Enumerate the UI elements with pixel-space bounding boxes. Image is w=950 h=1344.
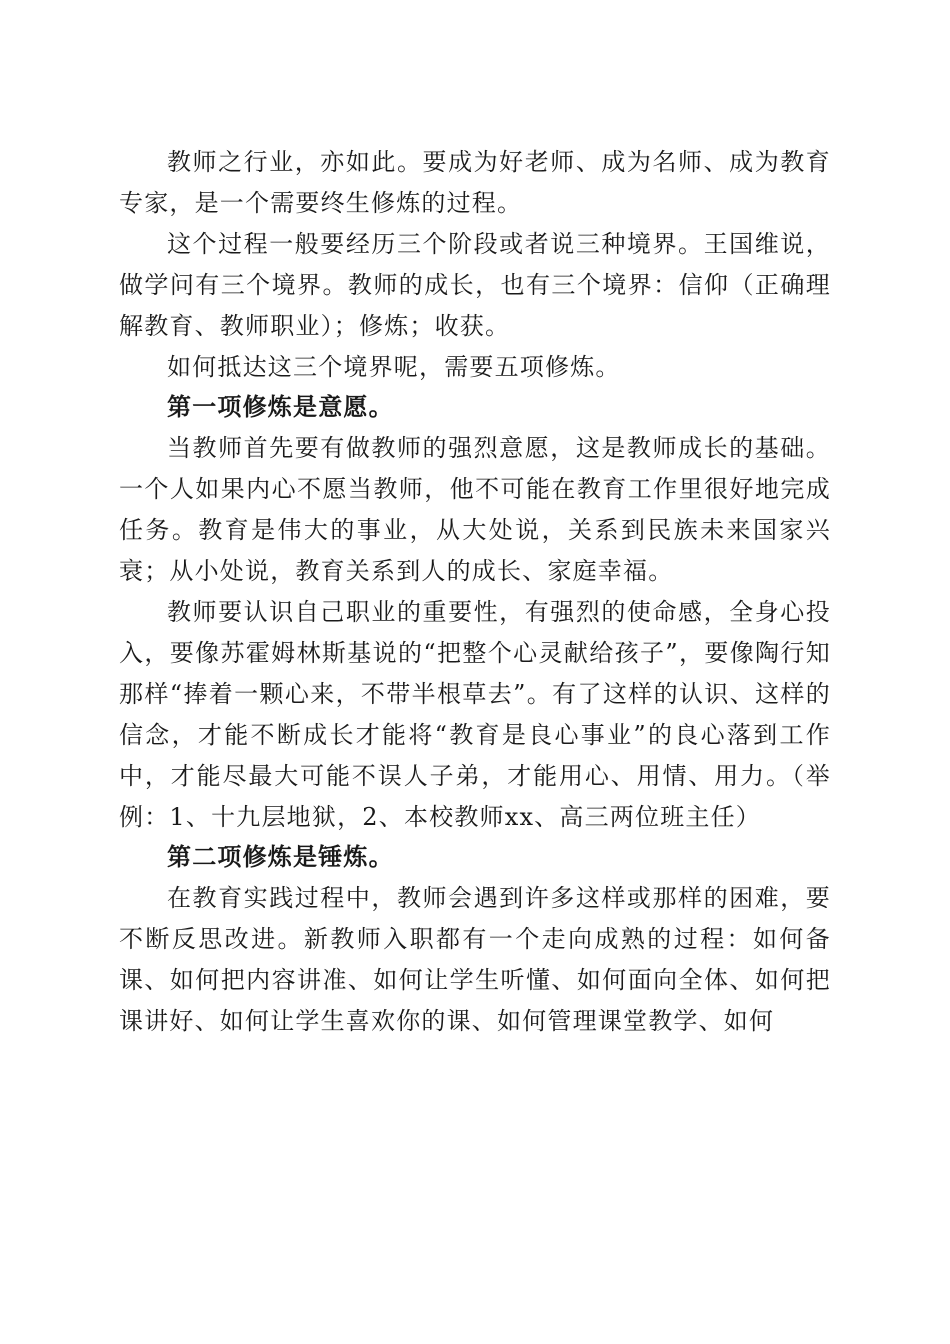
section-heading: 第二项修炼是锤炼。 [167,842,394,872]
document-body [119,142,831,1042]
paragraph: 教师之行业，亦如此。要成为好老师、成为名师、成为教育专家，是一个需要终生修炼的过程。 [119,148,831,217]
section-heading: 第一项修炼是意愿。 [167,392,394,422]
paragraph: 如何抵达这三个境界呢，需要五项修炼。 [167,352,621,381]
paragraph: 当教师首先要有做教师的强烈意愿，这是教师成长的基础。一个人如果内心不愿当教师，他不可能在教育工作里很好地完成任务。教育是伟大的事业，从大处说，关系到民族未来国家兴衰；从小处说，教育关系到人的成长、家庭幸福。 [119,434,831,586]
paragraph: 在教育实践过程中，教师会遇到许多这样或那样的困难，要不断反思改进。新教师入职都有一个走向成熟的过程：如何备课、如何把内容讲准、如何让学生听懂、如何面向全体、如何把课讲好、如何让学生喜欢你的课、如何管理课堂教学、如何 [119,884,831,1036]
paragraph: 这个过程一般要经历三个阶段或者说三种境界。王国维说，做学问有三个境界。教师的成长，也有三个境界：信仰（正确理解教育、教师职业）；修炼；收获。 [119,229,831,340]
paragraph: 教师要认识自己职业的重要性，有强烈的使命感，全身心投入，要像苏霍姆林斯基说的“把整个心灵献给孩子”，要像陶行知那样“捧着一颗心来，不带半根草去”。有了这样的认识、这样的信念，才能不断成长才能将“教育是良心事业”的良心落到工作中，才能尽最大可能不误人子弟，才能用心、用情、用力。（举例：1、十九层地狱，2、本校教师xx、高三两位班主任） [119,597,831,831]
